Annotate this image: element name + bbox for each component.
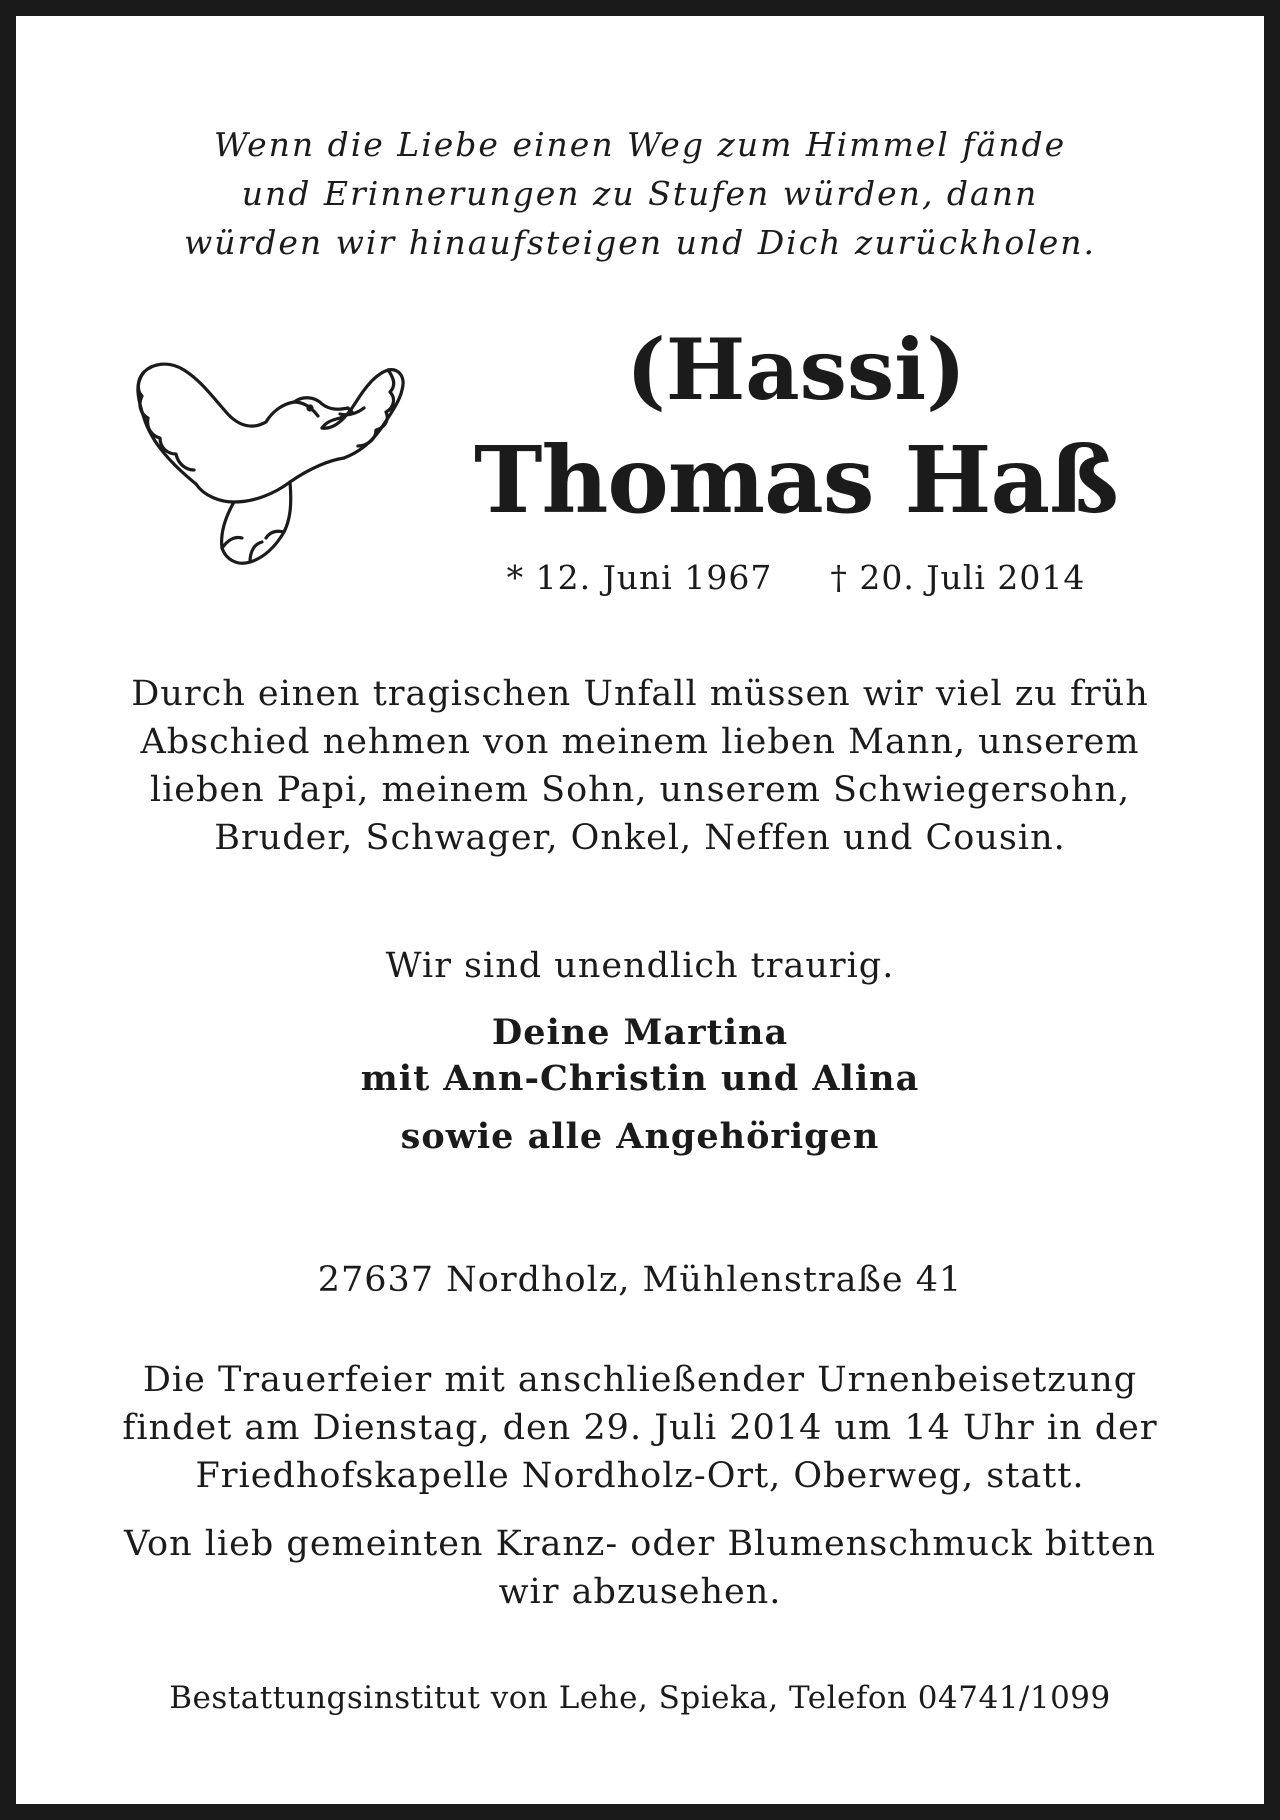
announcement-line: Abschied nehmen von meinem lieben Mann, unserem (140, 722, 1140, 762)
family-address: 27637 Nordholz, Mühlenstraße 41 (317, 1260, 963, 1300)
dove-icon (134, 356, 406, 574)
life-dates (476, 556, 1116, 600)
grief-statement: Wir sind unendlich traurig. (385, 946, 895, 986)
mourner-line: sowie alle Angehörigen (400, 1116, 880, 1157)
announcement-line: Bruder, Schwager, Onkel, Neffen und Cousin. (214, 818, 1066, 858)
poem-line: Wenn die Liebe einen Weg zum Himmel fände (213, 125, 1067, 164)
funeral-line: Friedhofskapelle Nordholz-Ort, Oberweg, statt. (195, 1456, 1085, 1496)
deceased-name: Thomas Haß (474, 426, 1118, 534)
deceased-nickname: (Hassi) (626, 320, 966, 419)
death-date: † 20. Juli 2014 (830, 558, 1086, 597)
announcement-line: lieben Papi, meinem Sohn, unserem Schwiegersohn, (149, 770, 1131, 810)
funeral-details (16, 1356, 1264, 1500)
announcement-text (16, 670, 1264, 862)
birth-date: * 12. Juni 1967 (506, 558, 773, 597)
funeral-line: findet am Dienstag, den 29. Juli 2014 um 14 Uhr in der (122, 1408, 1158, 1448)
poem-line: würden wir hinaufsteigen und Dich zurückholen. (183, 223, 1097, 262)
poem-line: und Erinnerungen zu Stufen würden, dann (241, 174, 1039, 213)
announcement-line: Durch einen tragischen Unfall müssen wir viel zu früh (131, 674, 1149, 714)
funeral-line: Die Trauerfeier mit anschließender Urnenbeisetzung (142, 1360, 1138, 1400)
mourner-line: Deine Martina (491, 1012, 789, 1053)
memorial-poem (16, 120, 1264, 267)
mourner-line: mit Ann-Christin und Alina (360, 1058, 920, 1099)
flowers-request (16, 1520, 1264, 1616)
flowers-line: Von lieb gemeinten Kranz- oder Blumenschmuck bitten (123, 1524, 1156, 1564)
flowers-line: wir abzusehen. (498, 1572, 782, 1612)
mourners-list (16, 1010, 1264, 1160)
funeral-home-contact: Bestattungsinstitut von Lehe, Spieka, Telefon 04741/1099 (169, 1680, 1111, 1716)
